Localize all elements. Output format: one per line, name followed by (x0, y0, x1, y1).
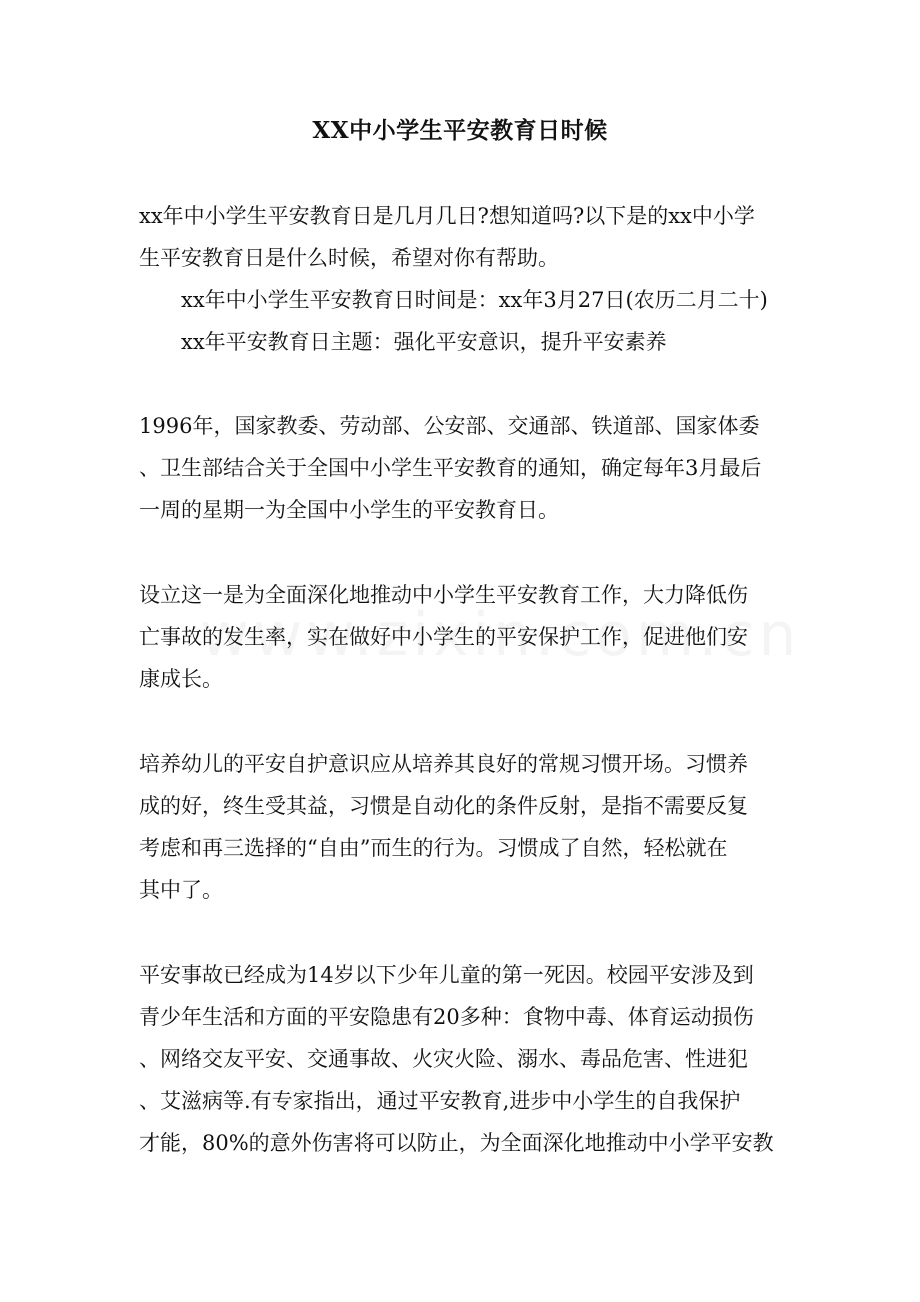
paragraph-line: 其中了。 (139, 878, 223, 902)
paragraph-line: 青少年生活和方面的平安隐患有20多种：食物中毒、体育运动损伤 (139, 1005, 754, 1029)
paragraph-line: 、艾滋病等.有专家指出，通过平安教育,进步中小学生的自我保护 (139, 1089, 741, 1113)
paragraph-line: 、网络交友平安、交通事故、火灾火险、溺水、毒品危害、性进犯 (139, 1047, 748, 1071)
paragraph-intro (139, 195, 784, 279)
paragraph-line: 亡事故的发生率，实在做好中小学生的平安保护工作，促进他们安 (139, 625, 748, 649)
paragraph-line: 考虑和再三选择的“自由”而生的行为。习惯成了自然，轻松就在 (139, 836, 728, 860)
paragraph-line: 才能，80%的意外伤害将可以防止，为全面深化地推动中小学平安教 (139, 1131, 774, 1155)
paragraph-history (139, 405, 784, 531)
paragraph-line: xx年平安教育日主题：强化平安意识，提升平安素养 (181, 330, 667, 354)
paragraph-line: 康成长。 (139, 667, 223, 691)
paragraph-line: 1996年，国家教委、劳动部、公安部、交通部、铁道部、国家体委 (139, 414, 760, 438)
paragraph-line: 成的好，终生受其益，习惯是自动化的条件反射，是指不需要反复 (139, 794, 748, 818)
paragraph-purpose (139, 574, 784, 700)
paragraph-line: xx年中小学生平安教育日是几月几日?想知道吗?以下是的xx中小学 (139, 204, 755, 228)
paragraph-line: 一周的星期一为全国中小学生的平安教育日。 (139, 498, 559, 522)
paragraph-line: 生平安教育日是什么时候，希望对你有帮助。 (139, 246, 559, 270)
paragraph-habits (139, 743, 784, 911)
paragraph-line: xx年中小学生平安教育日时间是：xx年3月27日(农历二月二十) (181, 288, 768, 312)
document-title: XX中小学生平安教育日时候 (312, 117, 608, 144)
paragraph-accidents (139, 954, 784, 1164)
paragraph-line: 设立这一是为全面深化地推动中小学生平安教育工作，大力降低伤 (139, 583, 748, 607)
paragraph-line: 培养幼儿的平安自护意识应从培养其良好的常规习惯开场。习惯养 (139, 752, 748, 776)
paragraph-line: 、卫生部结合关于全国中小学生平安教育的通知，确定每年3月最后 (139, 456, 762, 480)
paragraph-date-theme (139, 279, 784, 363)
paragraph-line: 平安事故已经成为14岁以下少年儿童的第一死因。校园平安涉及到 (139, 963, 754, 987)
